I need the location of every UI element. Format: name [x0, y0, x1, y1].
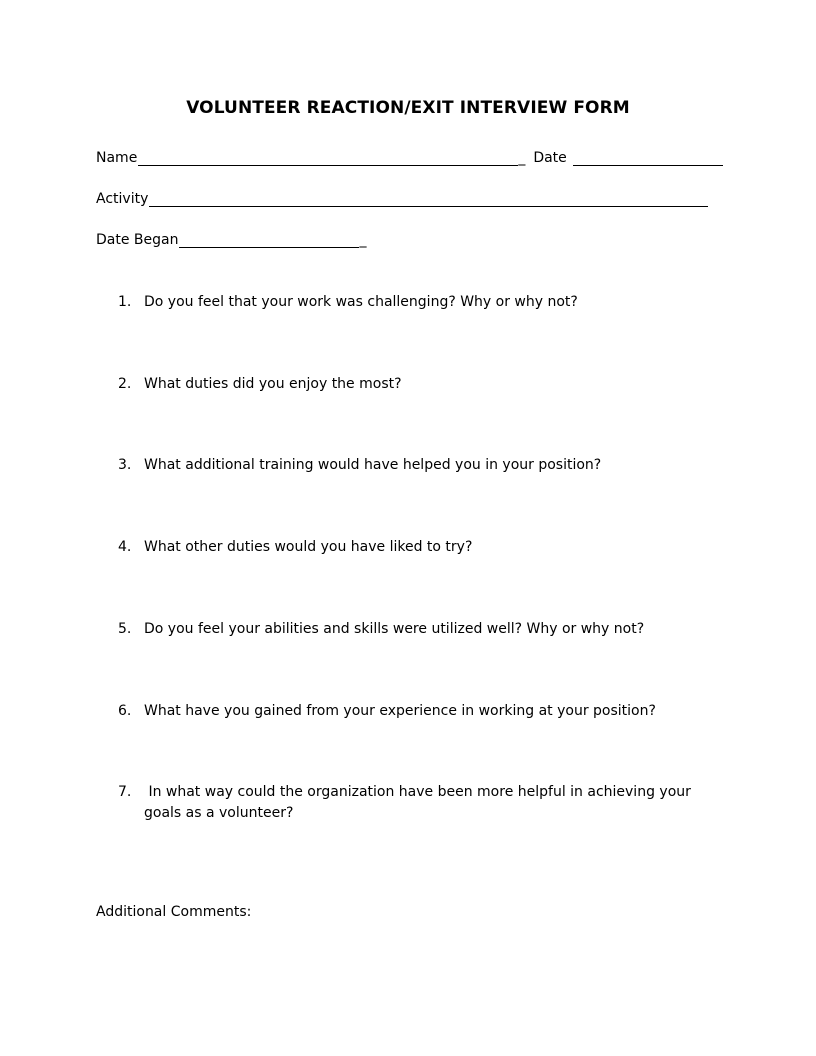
question-number: 1. [118, 294, 132, 310]
question-text: What have you gained from your experience in working at your position? [144, 703, 656, 719]
question-text: What duties did you enjoy the most? [144, 376, 402, 392]
activity-label: Activity [96, 191, 149, 207]
question-number: 4. [118, 539, 132, 555]
question-5 [118, 619, 718, 640]
form-title: VOLUNTEER REACTION/EXIT INTERVIEW FORM [186, 98, 630, 118]
question-number: 6. [118, 703, 132, 719]
activity-row [96, 191, 708, 207]
question-text: What other duties would you have liked to try? [144, 539, 473, 555]
question-3 [118, 455, 718, 476]
name-trailing-underscore: _ [518, 150, 526, 166]
additional-comments-label: Additional Comments: [96, 904, 252, 920]
name-date-row [96, 150, 723, 166]
question-2 [118, 374, 718, 395]
question-number: 2. [118, 376, 132, 392]
date-began-label: Date Began [96, 232, 179, 248]
question-text: What additional training would have helped you in your position? [144, 457, 602, 473]
question-number: 7. [118, 784, 132, 800]
question-text: Do you feel that your work was challenging? Why or why not? [144, 294, 578, 310]
question-7 [118, 782, 713, 824]
question-number: 5. [118, 621, 132, 637]
date-label: Date [533, 150, 567, 166]
name-label: Name [96, 150, 138, 166]
question-number: 3. [118, 457, 132, 473]
question-text: In what way could the organization have been more helpful in achieving your goals as a volunteer? [144, 784, 696, 821]
date-field[interactable] [573, 153, 723, 166]
question-1 [118, 292, 718, 313]
question-text: Do you feel your abilities and skills were utilized well? Why or why not? [144, 621, 645, 637]
date-began-trailing-underscore: _ [359, 232, 367, 248]
activity-field[interactable] [149, 194, 708, 207]
question-6 [118, 701, 718, 722]
date-began-field[interactable] [179, 235, 359, 248]
date-began-row [96, 232, 366, 248]
question-4 [118, 537, 718, 558]
name-field[interactable] [138, 153, 518, 166]
